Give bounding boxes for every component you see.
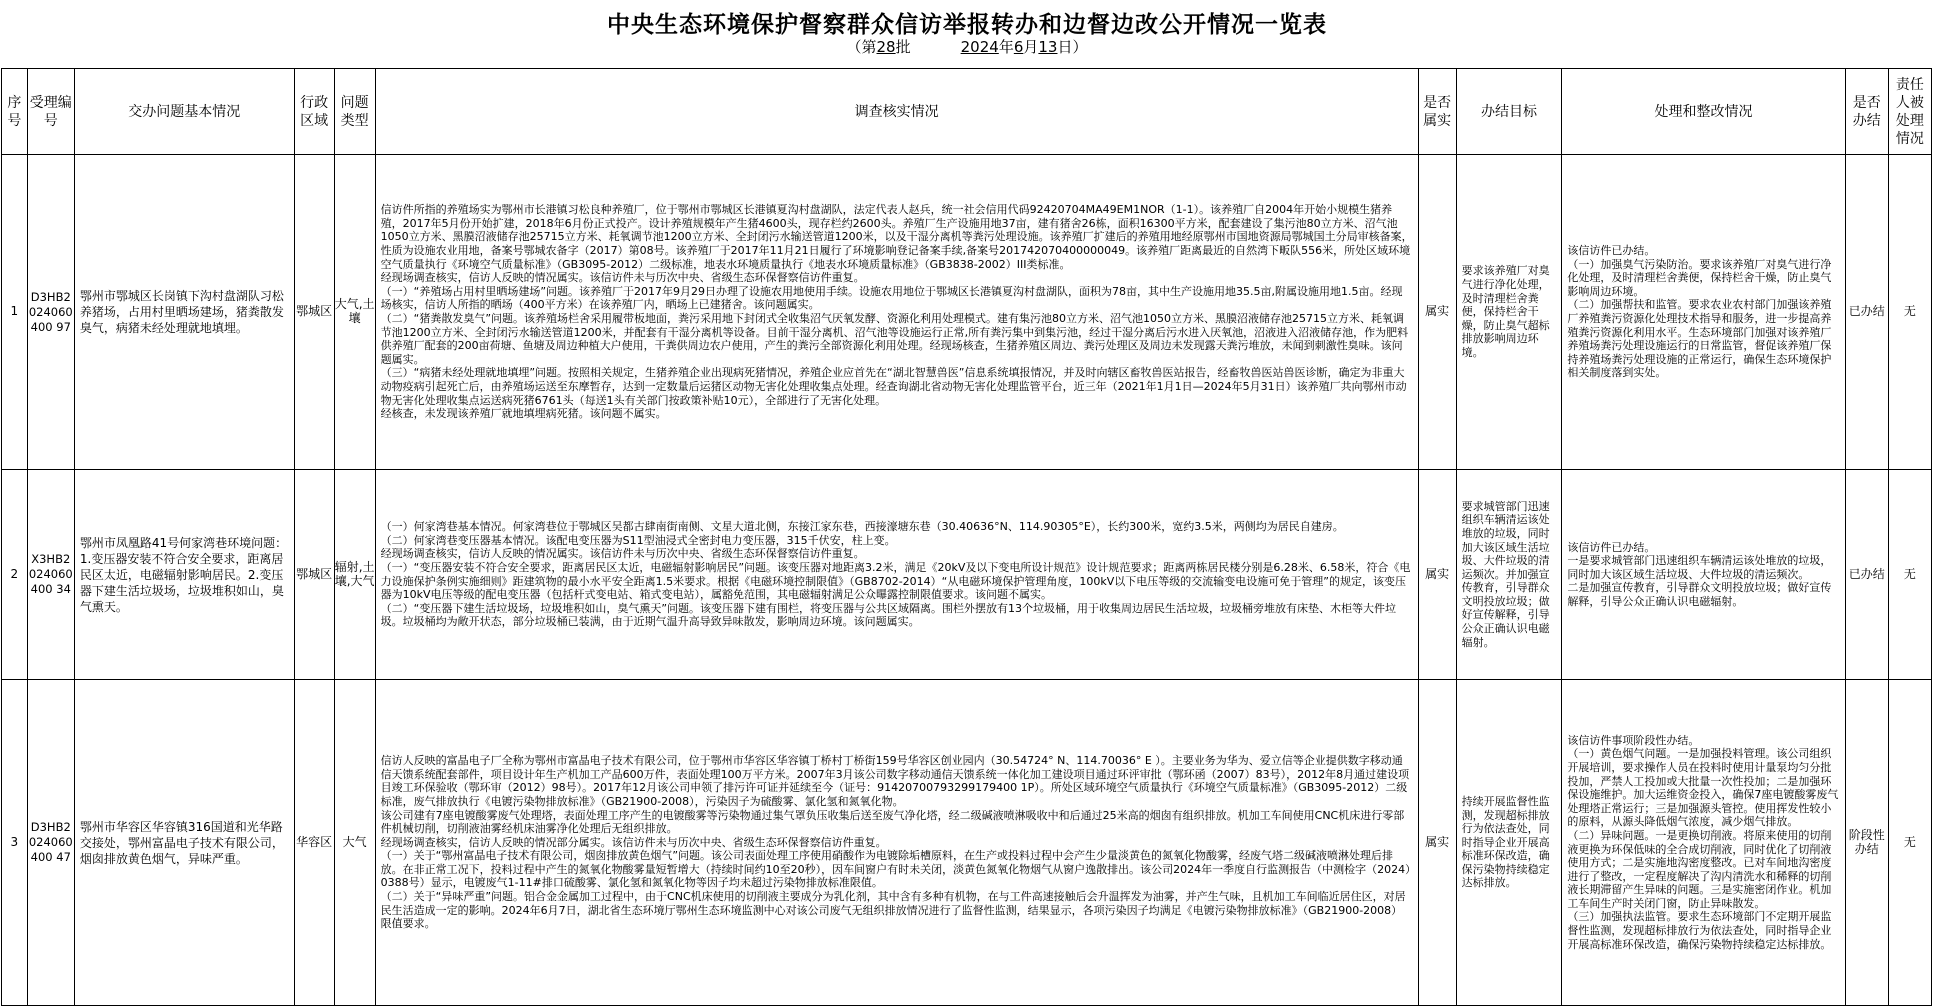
investigation-paragraph: 经核查，未发现该养殖厂就地填埋病死猪。该问题不属实。 (380, 407, 667, 421)
row-no: 1 (2, 155, 28, 470)
row-no: 2 (2, 470, 28, 680)
row-handling (1562, 680, 1845, 1006)
header-type: 问题类型 (334, 69, 375, 155)
date-year: 2024 (960, 38, 999, 56)
handling-paragraph: 该信访件事项阶段性办结。 (1567, 733, 1700, 747)
header-district: 行政区域 (294, 69, 334, 155)
row-accountable: 无 (1888, 680, 1931, 1006)
complaint-table (1, 68, 1932, 1006)
investigation-paragraph: 经现场调查核实，信访人反映的情况属实。该信访件未与历次中央、省级生态环保督察信访件重复。 (380, 547, 865, 561)
header-is-true: 是否属实 (1418, 69, 1456, 155)
batch-number: 28 (876, 38, 896, 56)
row-investigation (375, 470, 1418, 680)
header-handling: 处理和整改情况 (1562, 69, 1845, 155)
header-code: 受理编号 (27, 69, 74, 155)
investigation-paragraph: （一）“变压器安装不符合安全要求，距离居民区太近，电磁辐射影响居民”问题。该变压器对地距离3.2米，满足《20kV及以下变电所设计规范》设计规范要求；距离两栋居民楼分别是6.28米、6.58米，符合《电力设施保护条例实施细则》距建筑物的最小水平安全距离1.5米要求。根据《电磁环境控制限值》（GB8702-2014）“从电磁环境保护管理角度，100kV以下电压等级的交流输变电设施可免于管理”的规定，该变压器为10kV电压等级的配电变压器（包括杆式变电站、箱式变电站），属豁免范围，其电磁辐射满足公众曝露控制限值要求。该问题不属实。 (380, 560, 1411, 602)
header-done: 是否办结 (1845, 69, 1888, 155)
date-month: 6 (1013, 38, 1024, 56)
handling-paragraph: 一是要求城管部门迅速组织车辆清运该处堆放的垃圾，同时加大该区域生活垃圾、大件垃圾的清运频次。 (1567, 554, 1832, 581)
row-done: 已办结 (1845, 155, 1888, 470)
row-district: 华容区 (294, 680, 334, 1006)
row-problem: 鄂州市鄂城区长岗镇下沟村盘湖队习松养猪场，占用村里晒场建场，猪粪散发臭气，病猪未经处理就地填埋。 (74, 155, 294, 470)
row-investigation (375, 680, 1418, 1006)
investigation-paragraph: （二）关于“异味严重”问题。铝合金金属加工过程中，由于CNC机床使用的切削液主要成分为乳化剂，其中含有多种有机物，在与工件高速接触后会升温挥发为油雾，并产生气味，且机加工车间临近居住区，对居民生活造成一定的影响。2024年6月7日，湖北省生态环境厅鄂州生态环境监测中心对该公司废气无组织排放情况进行了监督性监测，结果显示，各项污染因子均满足《电镀污染物排放标准》（GB21900-2008）限值要求。 (380, 890, 1406, 931)
header-accountable: 责任人被处理情况 (1888, 69, 1931, 155)
handling-paragraph: 二是加强宣传教育，引导群众文明投放垃圾；做好宣传解释，引导公众正确认识电磁辐射。 (1567, 581, 1832, 608)
row-handling (1562, 155, 1845, 470)
batch-suffix: 批 (895, 38, 911, 56)
row-district: 鄂城区 (294, 470, 334, 680)
investigation-paragraph: 信访人反映的富晶电子厂全称为鄂州市富晶电子技术有限公司，位于鄂州市华容区华容镇丁桥村丁桥街159号华容区创业园内（30.54724° N、114.70036° E ）。主要业务为华为、爱立信等企业提供数字移动通信天馈系统配套部件，项目设计年生产机加工产品600万件，表面处理100万平方米。2007年3月该公司数字移动通信天馈系统一体化加工建设项目通过环评审批（鄂环函（2007）83号），2012年8月通过建设项目竣工环保验收（鄂环审（2012）98号）。2017年12月该公司申领了排污许可证并延续至今（证号：91420700793299179400 1P）。所处区域环境空气质量执行《环境空气质量标准》（GB3095-2012）二级标准，废气排放执行《电镀污染物排放标准》（GB21900-2008），污染因子为硫酸雾、氯化氢和氮氧化物。 (380, 754, 1410, 808)
header-goal: 办结目标 (1456, 69, 1562, 155)
row-handling (1562, 470, 1845, 680)
header-no: 序号 (2, 69, 28, 155)
handling-paragraph: （一）黄色烟气问题。一是加强投料管理。该公司组织开展培训，要求操作人员在投料时使用计量泵均匀分批投加，严禁人工投加或大批量一次性投加；二是加强环保设施维护。加大运维资金投入，确保7座电镀酸雾废气处理塔正常运行；三是加强源头管控。使用挥发性较小的原料，从源头降低烟气浓度，减少烟气排放。 (1567, 747, 1839, 829)
date-year-sfx: 年 (998, 38, 1014, 56)
investigation-paragraph: 该公司建有7座电镀酸雾废气处理塔，表面处理工序产生的电镀酸雾等污染物通过集气罩负压收集后送至废气净化塔，经二级碱液喷淋吸收中和后通过25米高的烟囱有组织排放。机加工车间使用CNC机床进行零部件机械切削，切削液油雾经机床油雾净化处理后无组织排放。 (380, 808, 1405, 836)
investigation-paragraph: （一）关于“鄂州富晶电子技术有限公司，烟囱排放黄色烟气”问题。该公司表面处理工序使用硝酸作为电镀除垢槽原料，在生产或投料过程中会产生少量淡黄色的氮氧化物酸雾，经废气塔二级碱液喷淋处理后排放。在非正常工况下，投料过程中产生的氮氧化物酸雾量短暂增大（持续时间约10至20秒），因车间窗户有时未关闭，淡黄色氮氧化物烟气从窗户逸散排出。该公司2024年一季度自行监测报告（中测检字（2024）0388号）显示，电镀废气1-11#排口硫酸雾、氯化氢和氮氧化物等因子均未超过污染物排放标准限值。 (380, 849, 1411, 890)
date-day-sfx: 日） (1057, 38, 1088, 56)
handling-paragraph: 该信访件已办结。 (1567, 244, 1656, 258)
investigation-paragraph: 经现场调查核实，信访人反映的情况部分属实。该信访件未与历次中央、省级生态环保督察信访件重复。 (380, 835, 887, 849)
row-code: X3HB2024060400 34 (27, 470, 74, 680)
handling-paragraph: （二）加强帮扶和监管。要求农业农村部门加强该养殖厂养殖粪污资源化处理技术指导和服务，进一步提高养殖粪污资源化利用水平。生态环境部门加强对该养殖厂养殖场粪污处理设施运行的日常监管，督促该养殖厂保持养殖场粪污处理设施的正常运行，确保生态环境保护相关制度落到实处。 (1567, 298, 1832, 380)
row-is-true: 属实 (1418, 680, 1456, 1006)
handling-paragraph: （一）加强臭气污染防治。要求该养殖厂对臭气进行净化处理，及时清理栏舍粪便，保持栏舍干燥，防止臭气影响周边环境。 (1567, 257, 1832, 298)
page-title: 中央生态环境保护督察群众信访举报转办和边督边改公开情况一览表 (607, 12, 1327, 38)
row-type: 大气 (334, 680, 375, 1006)
investigation-paragraph: （一）何家湾巷基本情况。何家湾巷位于鄂城区吴都古肆南街南侧、文星大道北侧，东接江家东巷，西接濠塘东巷（30.40636°N、114.90305°E），长约300米，宽约3.5米，两侧均为居民自建房。 (380, 520, 1344, 534)
handling-paragraph: （二）异味问题。一是更换切削液。将原来使用的切削液更换为环保低味的全合成切削液，同时优化了切削液使用方式；二是实施地沟密度整改。已对车间地沟密度进行了整改，一定程度解决了沟内清洗水和稀释的切削液长期滞留产生异味的问题。三是实施密闭作业。机加工车间生产时关闭门窗，防止异味散发。 (1567, 828, 1832, 910)
batch-prefix: （第 (846, 38, 877, 56)
row-type: 辐射,土壤,大气 (334, 470, 375, 680)
row-code: D3HB2024060400 47 (27, 680, 74, 1006)
handling-paragraph: （三）加强执法监管。要求生态环境部门不定期开展监督性监测，发现超标排放行为依法查处，同时指导企业开展高标准环保改造，确保污染物持续稳定达标排放。 (1567, 910, 1832, 951)
investigation-paragraph: 信访件所指的养殖场实为鄂州市长港镇习松良种养殖厂，位于鄂州市鄂城区长港镇夏沟村盘湖队，法定代表人赵兵，统一社会信用代码92420704MA49EM1NOR（1-1）。该养殖厂自2004年开始小规模生猪养殖，2017年5月份开始扩建，2018年6月份正式投产。设计养殖规模年产生猪4600头，现存栏约2600头。养殖厂生产设施用地37亩，建有猪舍26栋，面积16300平方米，配套建设了集污池80立方米、沼气池1050立方米、黑膜沼液储存池25715立方米、耗氧调节池1200立方米、全封闭污水输送管道1200米，以及干湿分离机等粪污处理设施。该养殖厂扩建后的养殖用地经原鄂州市国地资源局鄂城国土分局审核备案，性质为设施农业用地，备案号鄂城农备字（2017）第08号。该养殖厂于2017年11月21日履行了环境影响登记备案手续,备案号201742070400000049。该养殖厂距离最近的自然湾下畈队556米，所处区域环境空气质量执行《环境空气质量标准》（GB3095-2012）二级标准，地表水环境质量执行《地表水环境质量标准》（GB3838-2002）III类标准。 (380, 203, 1413, 271)
row-done: 已办结 (1845, 470, 1888, 680)
row-code: D3HB2024060400 97 (27, 155, 74, 470)
row-is-true: 属实 (1418, 155, 1456, 470)
row-goal: 要求该养殖厂对臭气进行净化处理，及时清理栏舍粪便，保持栏舍干燥，防止臭气超标排放影响周边环境。 (1456, 155, 1562, 470)
table-header-row (2, 69, 1932, 155)
row-problem: 鄂州市凤凰路41号何家湾巷环境问题：1.变压器安装不符合安全要求，距离居民区太近，电磁辐射影响居民。2.变压器下建生活垃圾场，垃圾堆积如山，臭气熏天。 (74, 470, 294, 680)
row-accountable: 无 (1888, 470, 1931, 680)
date-month-sfx: 月 (1023, 38, 1039, 56)
row-no: 3 (2, 680, 28, 1006)
row-is-true: 属实 (1418, 470, 1456, 680)
row-problem: 鄂州市华容区华容镇316国道和光华路交接处，鄂州富晶电子技术有限公司，烟囱排放黄色烟气，异味严重。 (74, 680, 294, 1006)
row-goal: 持续开展监督性监测，发现超标排放行为依法查处，同时指导企业开展高标准环保改造，确保污染物持续稳定达标排放。 (1456, 680, 1562, 1006)
row-accountable: 无 (1888, 155, 1931, 470)
investigation-paragraph: 经现场调查核实，信访人反映的情况属实。该信访件未与历次中央、省级生态环保督察信访件重复。 (380, 271, 865, 285)
investigation-paragraph: （二）“猪粪散发臭气”问题。该养殖场栏舍采用履带板地面，粪污采用地下封闭式全收集沼气厌氧发酵、资源化利用处理模式。建有集污池80立方米、沼气池1050立方米、黑膜沼液储存池25715立方米、耗氧调节池1200立方米、全封闭污水输送管道1200米，并配套有干湿分离机等设备。目前干湿分离机、沼气池等设施运行正常,所有粪污集中到集污池，经过干湿分离后污水进入厌氧池，沼液进入沼液储存池，作为肥料供养殖厂配套的200亩荷塘、鱼塘及周边种植大户使用，干粪供周边农户使用，产生的粪污全部资源化利用处理。经现场核查，生猪养殖区周边、粪污处理区及周边未发现露天粪污堆放，未闻到刺激性臭味。该问题属实。 (380, 312, 1409, 366)
table-row (2, 155, 1932, 470)
table-row (2, 470, 1932, 680)
row-type: 大气,土壤 (334, 155, 375, 470)
header-investigation: 调查核实情况 (375, 69, 1418, 155)
row-done: 阶段性办结 (1845, 680, 1888, 1006)
row-investigation (375, 155, 1418, 470)
date-day: 13 (1038, 38, 1058, 56)
investigation-paragraph: （二）何家湾巷变压器基本情况。该配电变压器为S11型油浸式全密封电力变压器，315千伏安，柱上变。 (380, 533, 896, 547)
header-problem: 交办问题基本情况 (74, 69, 294, 155)
investigation-paragraph: （一）“养殖场占用村里晒场建场”问题。该养殖厂于2017年9月29日办理了设施农用地使用手续。设施农用地位于鄂城区长港镇夏沟村盘湖队，面积为78亩，其中生产设施用地35.5亩,附属设施用地1.5亩。经现场核实，信访人所指的晒场（400平方米）在该养殖厂内，晒场上已建猪舍。该问题属实。 (380, 284, 1403, 312)
investigation-paragraph: （二）“变压器下建生活垃圾场，垃圾堆积如山，臭气熏天”问题。该变压器下建有围栏，将变压器与公共区域隔离。围栏外摆放有13个垃圾桶，用于收集周边居民生活垃圾，垃圾桶旁堆放有床垫、木柜等大件垃圾。垃圾桶均为敞开状态，部分垃圾桶已装满，由于近期气温升高导致异味散发，影响周边环境。该问题属实。 (380, 601, 1397, 629)
table-row (2, 680, 1932, 1006)
investigation-paragraph: （三）“病猪未经处理就地填埋”问题。按照相关规定，生猪养殖企业出现病死猪情况，养殖企业应首先在“湖北智慧兽医”信息系统填报情况，并及时向辖区畜牧兽医站报告，经畜牧兽医站兽医诊断，确定为非重大动物疫病引起死亡后，由养殖场运送至东摩暂存，达到一定数量后运猪区动物无害化处理收集点处理。经查询湖北省动物无害化处理监管平台，近三年（2021年1月1日—2024年5月31日）该养殖厂共向鄂州市动物无害化处理收集点运送病死猪6761头（每送1头有关部门按政策补贴10元），全部进行了无害化处理。 (380, 366, 1407, 407)
batch-date-line (0, 36, 1934, 57)
handling-paragraph: 该信访件已办结。 (1567, 540, 1656, 554)
row-goal: 要求城管部门迅速组织车辆清运该处堆放的垃圾，同时加大该区域生活垃圾、大件垃圾的清运频次。并加强宣传教育，引导群众文明投放垃圾；做好宣传解释，引导公众正确认识电磁辐射。 (1456, 470, 1562, 680)
row-district: 鄂城区 (294, 155, 334, 470)
